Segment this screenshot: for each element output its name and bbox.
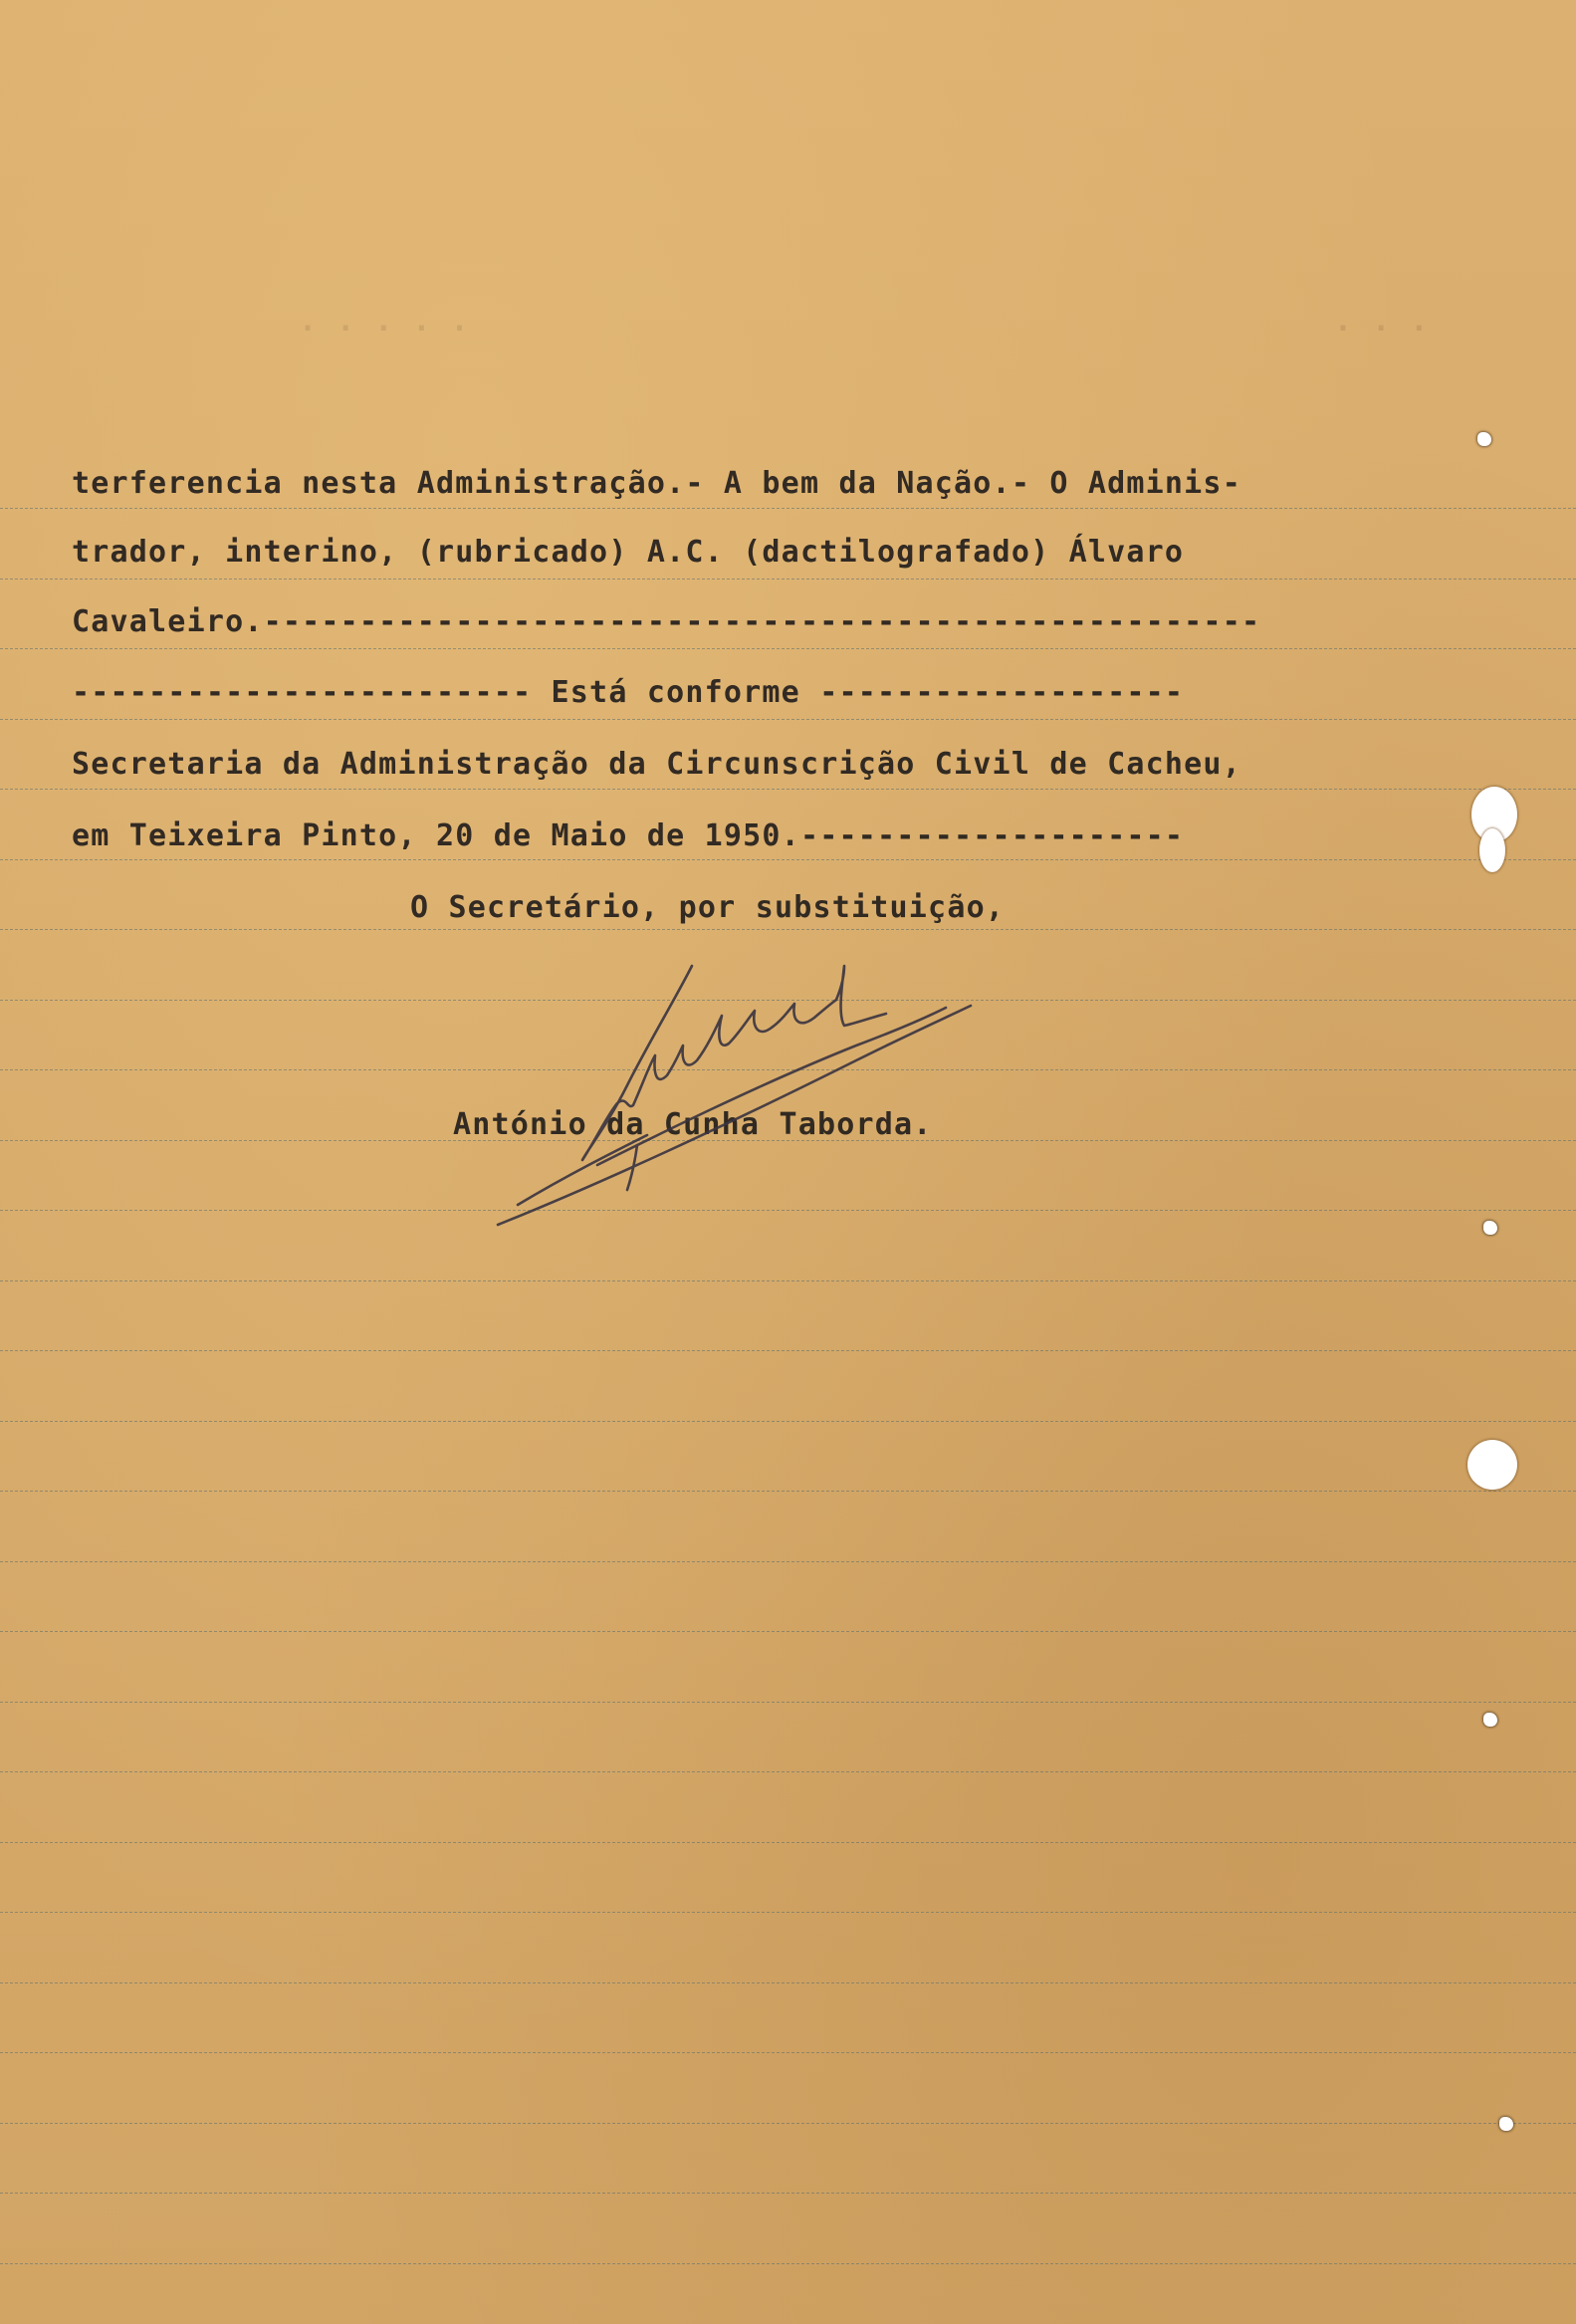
ruled-line: [0, 2263, 1576, 2264]
text-line-4: ------------------------ Está conforme -------------------: [72, 675, 1185, 710]
ruled-line: [0, 508, 1576, 509]
ruled-line: [0, 1702, 1576, 1703]
ruled-line: [0, 1771, 1576, 1772]
ruled-line: [0, 648, 1576, 649]
ruled-line: [0, 1350, 1576, 1351]
ruled-line: [0, 2052, 1576, 2053]
punch-hole-icon: [1477, 432, 1491, 446]
text-line-1: terferencia nesta Administração.- A bem da Nação.- O Adminis-: [72, 466, 1241, 501]
ruled-line: [0, 1561, 1576, 1562]
ruled-line: [0, 1631, 1576, 1632]
punch-hole-icon: [1479, 828, 1505, 872]
ruled-line: [0, 1421, 1576, 1422]
ruled-line: [0, 1982, 1576, 1983]
ruled-line: [0, 579, 1576, 580]
ruled-line: [0, 789, 1576, 790]
punch-hole-icon: [1467, 1440, 1517, 1490]
ruled-line: [0, 1491, 1576, 1492]
ruled-line: [0, 929, 1576, 930]
signature-name: António da Cunha Taborda.: [453, 1107, 933, 1142]
ruled-line: [0, 719, 1576, 720]
text-line-6: em Teixeira Pinto, 20 de Maio de 1950.--------------------: [72, 818, 1185, 853]
text-line-2: trador, interino, (rubricado) A.C. (dactilografado) Álvaro: [72, 535, 1185, 570]
bleed-through-text: . . . . .: [299, 304, 470, 339]
ruled-line: [0, 1842, 1576, 1843]
punch-hole-icon: [1499, 2117, 1513, 2131]
ruled-line: [0, 2193, 1576, 2194]
ruled-line: [0, 1280, 1576, 1281]
signature-mark: [478, 936, 996, 1255]
text-line-3: Cavaleiro.----------------------------------------------------: [72, 604, 1261, 639]
signatory-role: O Secretário, por substituição,: [410, 890, 1006, 925]
ruled-line: [0, 859, 1576, 860]
punch-hole-icon: [1483, 1713, 1497, 1727]
ruled-line: [0, 1912, 1576, 1913]
bleed-through-text: . . .: [1334, 304, 1430, 339]
text-line-5: Secretaria da Administração da Circunscrição Civil de Cacheu,: [72, 747, 1241, 782]
ruled-line: [0, 2123, 1576, 2124]
punch-hole-icon: [1483, 1221, 1497, 1235]
